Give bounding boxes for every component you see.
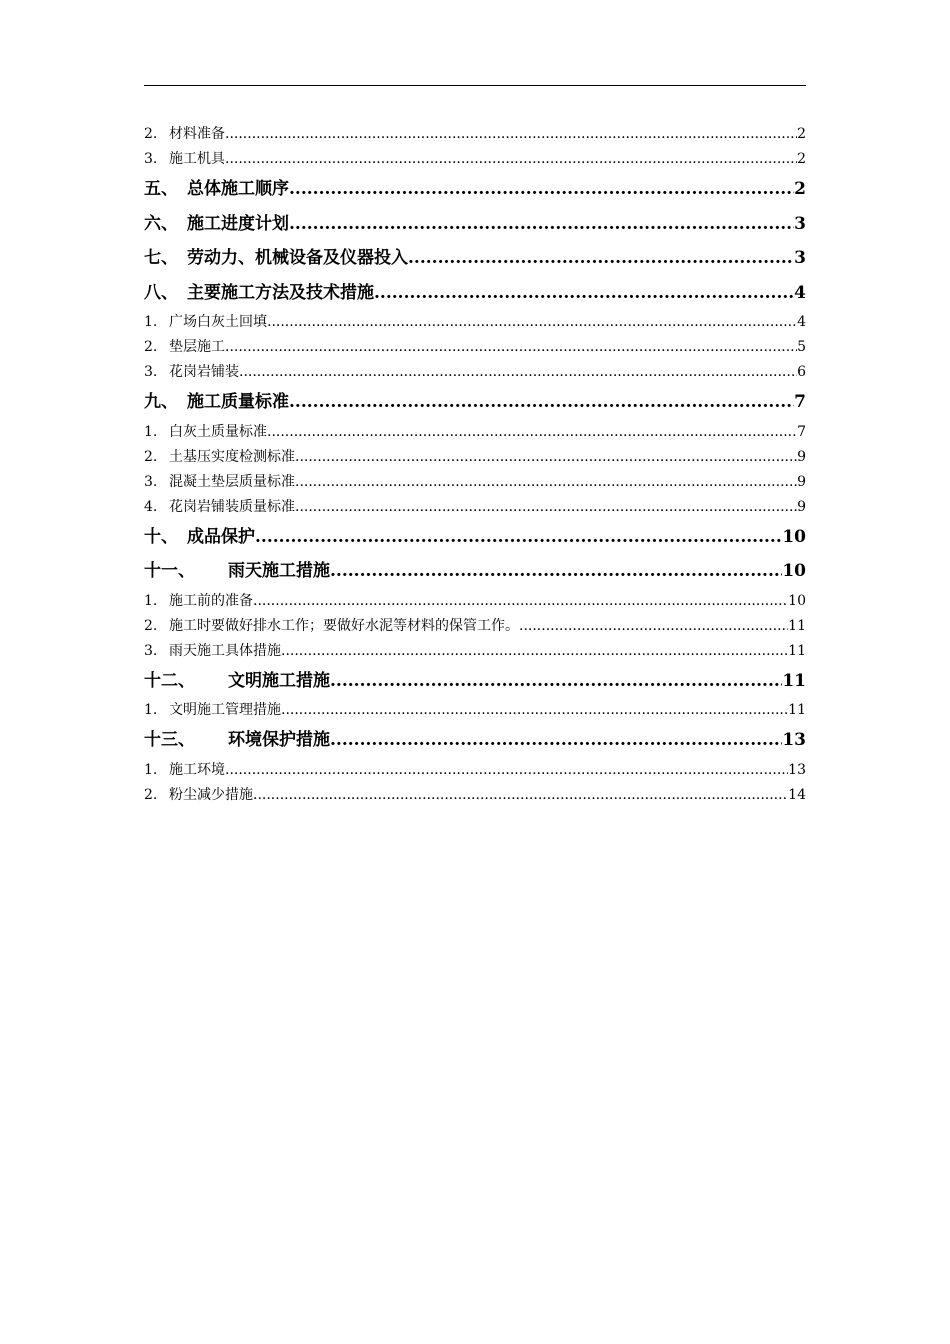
toc-entry-number: 3.: [144, 151, 158, 167]
toc-entry-title: 广场白灰土回填: [169, 314, 267, 330]
dot-leader: [295, 470, 797, 495]
toc-entry[interactable]: [144, 147, 806, 172]
toc-section-number: 五、: [144, 179, 178, 199]
toc-section-page: 13: [782, 730, 806, 750]
toc-entry-title: 花岗岩铺装: [169, 364, 239, 380]
dot-leader: [281, 639, 788, 664]
toc-entry-title: 垫层施工: [169, 339, 225, 355]
toc-section-page: 11: [782, 670, 806, 691]
toc-entry-number: 1.: [144, 702, 158, 718]
toc-entry[interactable]: [144, 589, 806, 614]
toc-section-number: 九、: [144, 392, 178, 412]
dot-leader: [330, 664, 782, 699]
toc-entry[interactable]: [144, 470, 806, 495]
toc-entry-number: 1.: [144, 423, 158, 440]
toc-section-page: 4: [794, 282, 806, 303]
toc-section-title: 施工进度计划: [187, 213, 289, 234]
toc-entry[interactable]: [144, 445, 806, 470]
toc-entry-number: 1.: [144, 761, 158, 778]
toc-entry-title: 花岗岩铺装质量标准: [169, 498, 295, 515]
toc-section[interactable]: [144, 554, 806, 589]
dot-leader: [295, 495, 797, 520]
toc-section[interactable]: [144, 172, 806, 207]
dot-leader: [225, 147, 797, 172]
toc-entry-page: 9: [797, 498, 806, 515]
toc-section[interactable]: [144, 207, 806, 242]
toc-entry-number: 3.: [144, 642, 158, 659]
toc-section-title: 雨天施工措施: [228, 561, 330, 581]
dot-leader: [295, 445, 797, 470]
toc-section-title: 总体施工顺序: [187, 179, 289, 199]
toc-entry[interactable]: [144, 698, 806, 723]
toc-section-page: 3: [794, 248, 806, 268]
toc-section-title: 施工质量标准: [187, 392, 289, 412]
toc-entry[interactable]: [144, 495, 806, 520]
toc-entry-page: 14: [788, 786, 806, 803]
toc-entry-number: 1.: [144, 314, 158, 330]
toc-section-page: 7: [794, 392, 806, 412]
dot-leader: [267, 420, 797, 445]
toc-entry-title: 文明施工管理措施: [169, 702, 281, 718]
toc-entry-page: 5: [797, 339, 806, 355]
toc-section-number: 十三、: [144, 730, 195, 750]
toc-section-page: 2: [794, 179, 806, 199]
toc-entry-title: 材料准备: [169, 126, 225, 142]
toc-entry-title: 粉尘减少措施: [169, 786, 253, 803]
toc-entry-page: 2: [797, 126, 806, 142]
toc-section-number: 十一、: [144, 561, 195, 581]
toc-entry-page: 11: [788, 617, 806, 634]
dot-leader: [330, 554, 782, 589]
toc-entry[interactable]: [144, 783, 806, 808]
toc-section-number: 十、: [144, 526, 178, 547]
toc-section[interactable]: [144, 520, 806, 555]
toc-entry[interactable]: [144, 360, 806, 385]
toc-section[interactable]: [144, 241, 806, 276]
toc-entry-number: 2.: [144, 126, 158, 142]
toc-section-number: 八、: [144, 282, 178, 303]
dot-leader: [289, 172, 794, 207]
dot-leader: [253, 589, 788, 614]
toc-entry-number: 3.: [144, 364, 158, 380]
dot-leader: [289, 207, 794, 242]
toc-entry-page: 13: [788, 761, 806, 778]
dot-leader: [519, 614, 788, 639]
toc-section-title: 主要施工方法及技术措施: [187, 282, 374, 303]
toc-section-page: 3: [794, 213, 806, 234]
dot-leader: [289, 385, 794, 420]
toc-entry-number: 2.: [144, 786, 158, 803]
toc-entry[interactable]: [144, 639, 806, 664]
toc-entry-title: 施工机具: [169, 151, 225, 167]
dot-leader: [253, 783, 788, 808]
toc-entry-number: 3.: [144, 473, 158, 490]
toc-section-number: 十二、: [144, 670, 195, 691]
toc-entry[interactable]: [144, 420, 806, 445]
toc-entry-title: 施工环境: [169, 761, 225, 778]
toc-entry-number: 1.: [144, 592, 158, 609]
toc-entry[interactable]: [144, 335, 806, 360]
dot-leader: [267, 310, 797, 335]
toc-entry-title: 混凝土垫层质量标准: [169, 473, 295, 490]
toc-entry-page: 9: [797, 473, 806, 490]
dot-leader: [374, 276, 794, 311]
toc-entry-number: 2.: [144, 617, 158, 634]
toc-section-title: 文明施工措施: [228, 670, 330, 691]
toc-entry[interactable]: [144, 758, 806, 783]
toc-entry-page: 10: [788, 592, 806, 609]
toc-entry-title: 雨天施工具体措施: [169, 642, 281, 659]
toc-entry[interactable]: [144, 614, 806, 639]
dot-leader: [330, 723, 782, 758]
dot-leader: [225, 335, 797, 360]
toc-entry-page: 4: [797, 314, 806, 330]
toc-section-page: 10: [782, 526, 806, 547]
toc-entry-title: 白灰土质量标准: [169, 423, 267, 440]
toc-section-number: 六、: [144, 213, 178, 234]
toc-entry-page: 6: [797, 364, 806, 380]
toc-entry-page: 2: [797, 151, 806, 167]
dot-leader: [281, 698, 788, 723]
dot-leader: [225, 122, 797, 147]
toc-entry-title: 土基压实度检测标准: [169, 448, 295, 465]
dot-leader: [225, 758, 788, 783]
toc-entry[interactable]: [144, 122, 806, 147]
toc-entry-page: 7: [797, 423, 806, 440]
toc-entry-page: 9: [797, 448, 806, 465]
toc-entry-page: 11: [788, 702, 806, 718]
header-rule: [144, 85, 806, 86]
toc-entry-title: 施工时要做好排水工作；要做好水泥等材料的保管工作。: [169, 617, 519, 634]
dot-leader: [239, 360, 797, 385]
toc-section[interactable]: [144, 276, 806, 311]
dot-leader: [255, 520, 782, 555]
toc-section[interactable]: [144, 664, 806, 699]
toc-section-page: 10: [782, 561, 806, 581]
toc-section-title: 成品保护: [187, 526, 255, 547]
toc-entry-number: 2.: [144, 339, 158, 355]
toc-entry-page: 11: [788, 642, 806, 659]
toc-entry-title: 施工前的准备: [169, 592, 253, 609]
toc-entry[interactable]: [144, 310, 806, 335]
toc-section-title: 劳动力、机械设备及仪器投入: [187, 248, 408, 268]
dot-leader: [408, 241, 794, 276]
toc-section[interactable]: [144, 385, 806, 420]
toc-section[interactable]: [144, 723, 806, 758]
toc-section-title: 环境保护措施: [228, 730, 330, 750]
toc-entry-number: 2.: [144, 448, 158, 465]
table-of-contents: [144, 122, 806, 808]
toc-section-number: 七、: [144, 248, 178, 268]
toc-entry-number: 4.: [144, 498, 158, 515]
